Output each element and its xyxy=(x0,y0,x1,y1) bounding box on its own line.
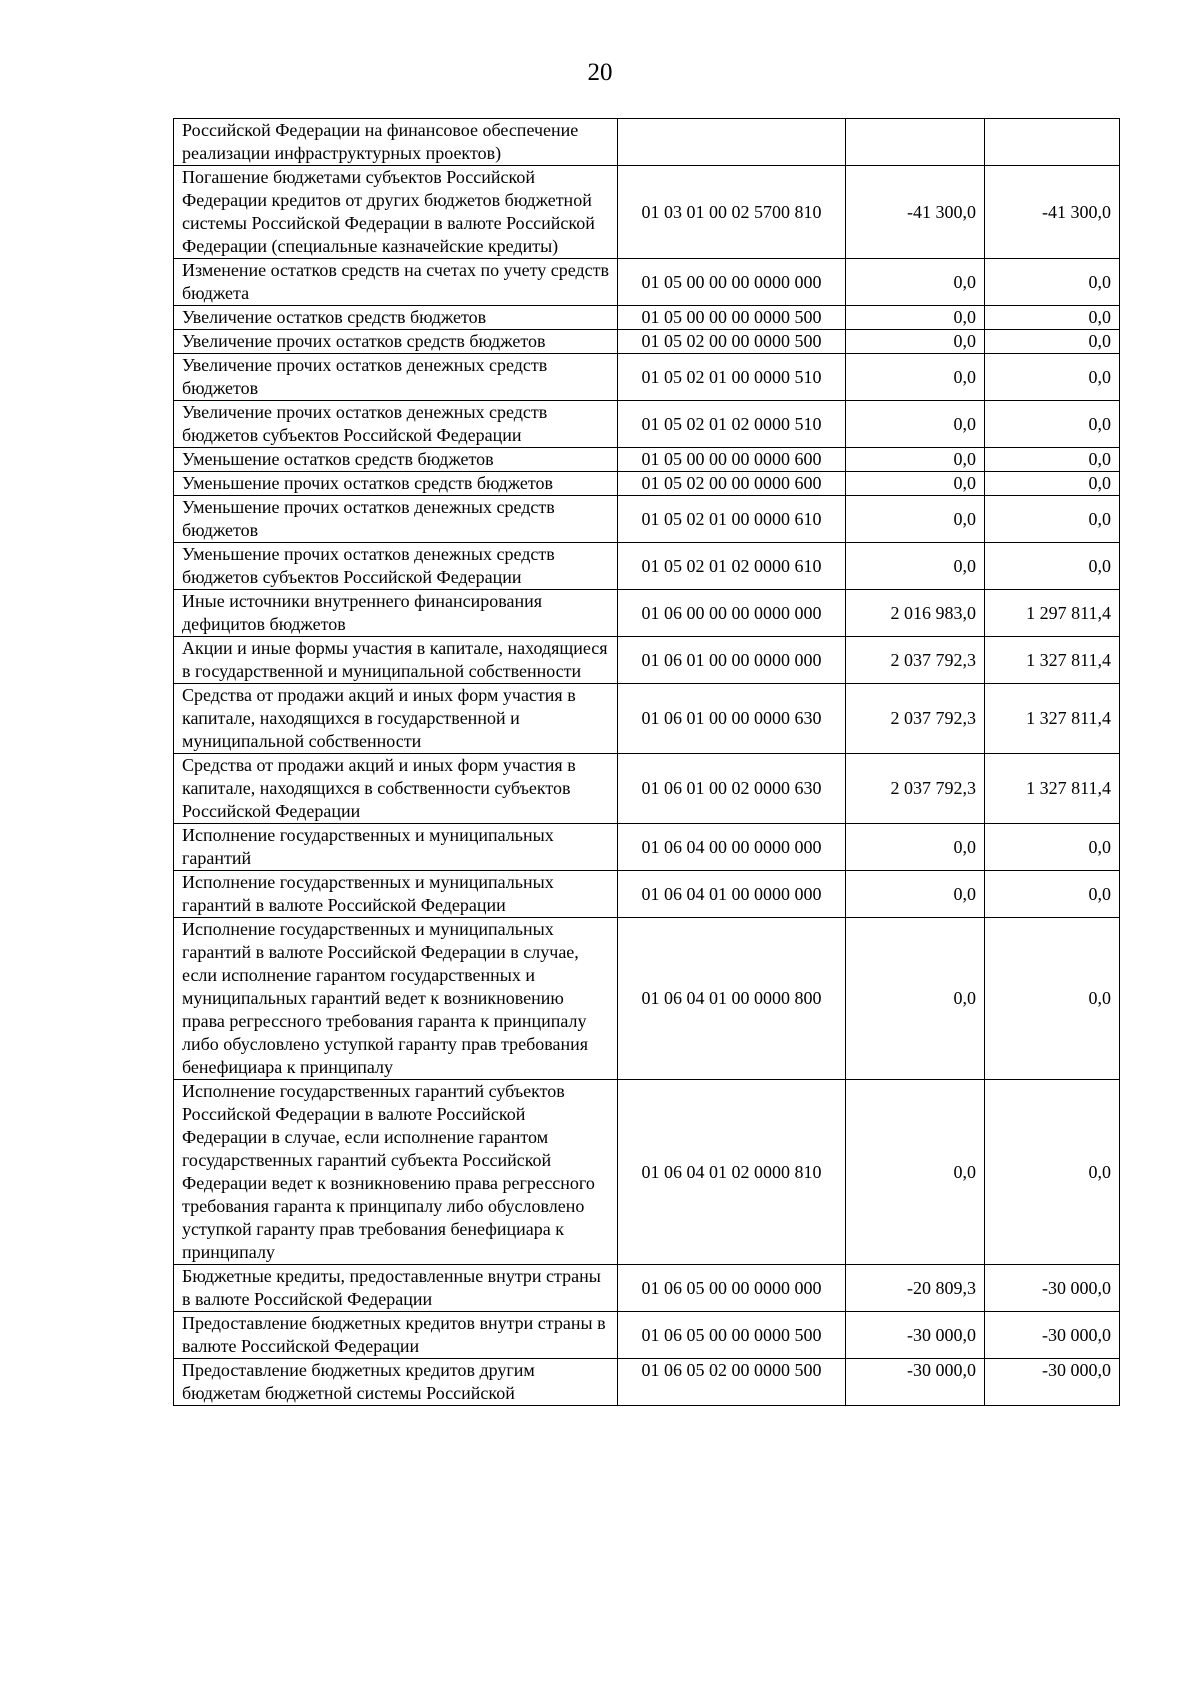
row-code-cell: 01 05 02 01 02 0000 610 xyxy=(618,543,846,590)
row-value-1-cell: 0,0 xyxy=(846,824,985,871)
table-row xyxy=(174,119,1120,166)
row-code-cell: 01 05 02 00 00 0000 500 xyxy=(618,330,846,354)
row-name-cell: Акции и иные формы участия в капитале, находящиеся в государственной и муниципальной собственности xyxy=(174,637,618,684)
row-value-1-cell: -41 300,0 xyxy=(846,166,985,259)
row-value-2-cell: 0,0 xyxy=(985,448,1120,472)
row-value-2-cell: 1 327 811,4 xyxy=(985,637,1120,684)
row-value-1-cell: 0,0 xyxy=(846,354,985,401)
row-value-2-cell: 0,0 xyxy=(985,401,1120,448)
row-value-1-cell: 2 037 792,3 xyxy=(846,684,985,754)
table-row xyxy=(174,1265,1120,1312)
row-name-cell: Средства от продажи акций и иных форм участия в капитале, находящихся в собственности субъектов Российской Федерации xyxy=(174,754,618,824)
row-value-2-cell: 0,0 xyxy=(985,543,1120,590)
row-value-2-cell: 0,0 xyxy=(985,259,1120,306)
row-code-cell: 01 06 04 01 00 0000 000 xyxy=(618,871,846,918)
row-value-2-cell: -30 000,0 xyxy=(985,1359,1120,1406)
row-value-1-cell: 0,0 xyxy=(846,496,985,543)
row-name-cell: Средства от продажи акций и иных форм участия в капитале, находящихся в государственной и муниципальной собственности xyxy=(174,684,618,754)
row-value-1-cell: -20 809,3 xyxy=(846,1265,985,1312)
row-value-1-cell: -30 000,0 xyxy=(846,1359,985,1406)
table-row xyxy=(174,306,1120,330)
row-value-1-cell: -30 000,0 xyxy=(846,1312,985,1359)
row-value-2-cell: 0,0 xyxy=(985,918,1120,1080)
table-row xyxy=(174,543,1120,590)
row-value-2-cell: 0,0 xyxy=(985,306,1120,330)
row-value-2-cell: 0,0 xyxy=(985,871,1120,918)
row-name-cell: Предоставление бюджетных кредитов другим бюджетам бюджетной системы Российской xyxy=(174,1359,618,1406)
row-name-cell: Погашение бюджетами субъектов Российской Федерации кредитов от других бюджетов бюджетной системы Российской Федерации в валюте Российской Федерации (специальные казначейские кредиты) xyxy=(174,166,618,259)
table-row xyxy=(174,330,1120,354)
table-row xyxy=(174,166,1120,259)
table-row xyxy=(174,637,1120,684)
row-name-cell: Исполнение государственных и муниципальных гарантий в валюте Российской Федерации в случае, если исполнение гарантом государственных и муниципальных гарантий ведет к возникновению права регрессного требования гаранта к принципалу либо обусловлено уступкой гаранту прав требования бенефициара к принципалу xyxy=(174,918,618,1080)
row-code-cell: 01 05 02 00 00 0000 600 xyxy=(618,472,846,496)
row-code-cell: 01 06 05 00 00 0000 000 xyxy=(618,1265,846,1312)
table-row xyxy=(174,496,1120,543)
row-code-cell: 01 06 01 00 02 0000 630 xyxy=(618,754,846,824)
row-value-1-cell: 2 016 983,0 xyxy=(846,590,985,637)
row-value-2-cell: 0,0 xyxy=(985,824,1120,871)
row-code-cell: 01 05 00 00 00 0000 500 xyxy=(618,306,846,330)
table-row xyxy=(174,824,1120,871)
row-value-1-cell: 0,0 xyxy=(846,472,985,496)
table-row xyxy=(174,472,1120,496)
row-value-1-cell xyxy=(846,119,985,166)
row-name-cell: Увеличение прочих остатков денежных средств бюджетов субъектов Российской Федерации xyxy=(174,401,618,448)
row-name-cell: Российской Федерации на финансовое обеспечение реализации инфраструктурных проектов) xyxy=(174,119,618,166)
row-value-2-cell: -30 000,0 xyxy=(985,1312,1120,1359)
page-number: 20 xyxy=(587,59,613,86)
table-row xyxy=(174,259,1120,306)
table-row xyxy=(174,754,1120,824)
row-name-cell: Уменьшение прочих остатков денежных средств бюджетов xyxy=(174,496,618,543)
row-code-cell: 01 06 05 00 00 0000 500 xyxy=(618,1312,846,1359)
row-value-1-cell: 0,0 xyxy=(846,871,985,918)
row-value-1-cell: 0,0 xyxy=(846,306,985,330)
row-value-2-cell: 1 327 811,4 xyxy=(985,754,1120,824)
row-name-cell: Бюджетные кредиты, предоставленные внутри страны в валюте Российской Федерации xyxy=(174,1265,618,1312)
row-code-cell: 01 06 05 02 00 0000 500 xyxy=(618,1359,846,1406)
row-name-cell: Уменьшение прочих остатков средств бюджетов xyxy=(174,472,618,496)
row-name-cell: Уменьшение остатков средств бюджетов xyxy=(174,448,618,472)
row-value-2-cell: 0,0 xyxy=(985,330,1120,354)
row-value-1-cell: 0,0 xyxy=(846,259,985,306)
table-row xyxy=(174,871,1120,918)
row-name-cell: Исполнение государственных и муниципальных гарантий xyxy=(174,824,618,871)
row-code-cell xyxy=(618,119,846,166)
row-code-cell: 01 05 02 01 00 0000 610 xyxy=(618,496,846,543)
row-value-2-cell: 0,0 xyxy=(985,496,1120,543)
table-body xyxy=(174,119,1120,1406)
row-code-cell: 01 06 04 01 02 0000 810 xyxy=(618,1080,846,1265)
row-code-cell: 01 06 00 00 00 0000 000 xyxy=(618,590,846,637)
row-code-cell: 01 06 04 00 00 0000 000 xyxy=(618,824,846,871)
table-row xyxy=(174,918,1120,1080)
row-code-cell: 01 05 02 01 00 0000 510 xyxy=(618,354,846,401)
row-code-cell: 01 03 01 00 02 5700 810 xyxy=(618,166,846,259)
row-value-1-cell: 2 037 792,3 xyxy=(846,637,985,684)
row-code-cell: 01 06 01 00 00 0000 000 xyxy=(618,637,846,684)
row-name-cell: Уменьшение прочих остатков денежных средств бюджетов субъектов Российской Федерации xyxy=(174,543,618,590)
row-value-2-cell: 0,0 xyxy=(985,472,1120,496)
row-code-cell: 01 05 02 01 02 0000 510 xyxy=(618,401,846,448)
row-code-cell: 01 06 04 01 00 0000 800 xyxy=(618,918,846,1080)
row-value-1-cell: 0,0 xyxy=(846,401,985,448)
row-name-cell: Увеличение остатков средств бюджетов xyxy=(174,306,618,330)
row-value-2-cell: 0,0 xyxy=(985,354,1120,401)
row-value-2-cell: 1 297 811,4 xyxy=(985,590,1120,637)
row-name-cell: Изменение остатков средств на счетах по учету средств бюджета xyxy=(174,259,618,306)
table-row xyxy=(174,401,1120,448)
table-row xyxy=(174,684,1120,754)
table-row xyxy=(174,1312,1120,1359)
row-value-1-cell: 0,0 xyxy=(846,1080,985,1265)
row-value-1-cell: 0,0 xyxy=(846,448,985,472)
row-name-cell: Иные источники внутреннего финансирования дефицитов бюджетов xyxy=(174,590,618,637)
table-row xyxy=(174,590,1120,637)
table-row xyxy=(174,448,1120,472)
table-row xyxy=(174,1080,1120,1265)
row-value-1-cell: 0,0 xyxy=(846,543,985,590)
row-value-1-cell: 2 037 792,3 xyxy=(846,754,985,824)
row-name-cell: Предоставление бюджетных кредитов внутри страны в валюте Российской Федерации xyxy=(174,1312,618,1359)
row-name-cell: Увеличение прочих остатков денежных средств бюджетов xyxy=(174,354,618,401)
row-name-cell: Исполнение государственных и муниципальных гарантий в валюте Российской Федерации xyxy=(174,871,618,918)
row-value-2-cell: 1 327 811,4 xyxy=(985,684,1120,754)
row-code-cell: 01 06 01 00 00 0000 630 xyxy=(618,684,846,754)
row-value-2-cell: -41 300,0 xyxy=(985,166,1120,259)
financing-sources-table xyxy=(173,118,1120,1406)
row-code-cell: 01 05 00 00 00 0000 600 xyxy=(618,448,846,472)
row-value-2-cell xyxy=(985,119,1120,166)
row-name-cell: Увеличение прочих остатков средств бюджетов xyxy=(174,330,618,354)
row-value-1-cell: 0,0 xyxy=(846,918,985,1080)
row-code-cell: 01 05 00 00 00 0000 000 xyxy=(618,259,846,306)
row-value-2-cell: -30 000,0 xyxy=(985,1265,1120,1312)
row-value-1-cell: 0,0 xyxy=(846,330,985,354)
row-name-cell: Исполнение государственных гарантий субъектов Российской Федерации в валюте Российской Федерации в случае, если исполнение гарантом государственных гарантий субъекта Российской Федерации ведет к возникновению права регрессного требования гаранта к принципалу либо обусловлено уступкой гаранту прав требования бенефициара к принципалу xyxy=(174,1080,618,1265)
row-value-2-cell: 0,0 xyxy=(985,1080,1120,1265)
table-row xyxy=(174,1359,1120,1406)
table-row xyxy=(174,354,1120,401)
